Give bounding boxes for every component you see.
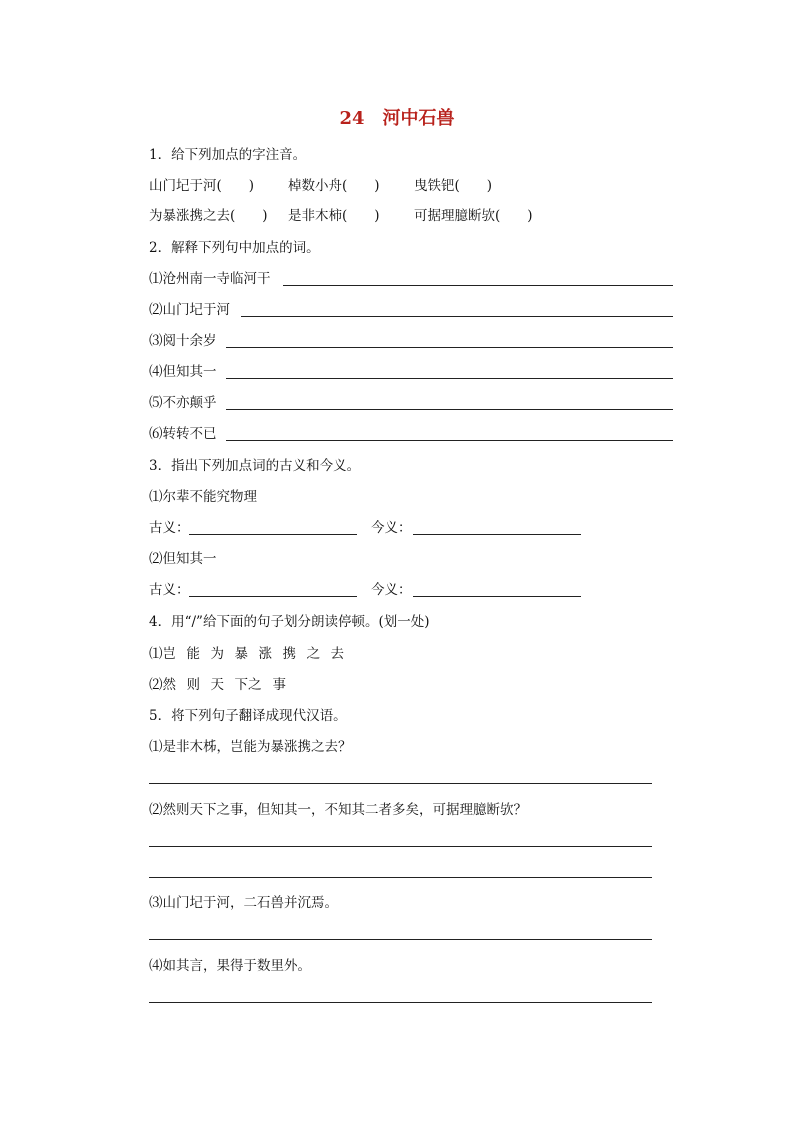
q4-item-prefix: ⑴ bbox=[149, 646, 163, 662]
q4-sentence-1 bbox=[149, 645, 355, 663]
q4-sentence-2 bbox=[149, 676, 297, 694]
q2-item: ⑹转转不已 bbox=[149, 426, 217, 442]
lesson-title: 河中石兽 bbox=[382, 108, 455, 129]
q1-item: 可据理臆断欤( ) bbox=[414, 208, 533, 224]
q4-char: 天 bbox=[210, 677, 224, 693]
q5-item: ⑶山门圮于河，二石兽并沉焉。 bbox=[149, 895, 338, 911]
q3-heading: 3．指出下列加点词的古义和今义。 bbox=[149, 458, 361, 474]
answer-line[interactable] bbox=[149, 846, 652, 847]
answer-line[interactable] bbox=[226, 440, 673, 441]
q1-item: 山门圮于河( ) bbox=[149, 178, 255, 194]
q4-char: 携 bbox=[282, 646, 296, 662]
q2-item: ⑴沧州南一寺临河干 bbox=[149, 271, 271, 287]
q2-item: ⑷但知其一 bbox=[149, 364, 217, 380]
q4-char: 之 bbox=[306, 646, 320, 662]
gu-yi-label: 古义： bbox=[149, 520, 190, 536]
answer-line[interactable] bbox=[189, 534, 357, 535]
answer-line[interactable] bbox=[226, 378, 673, 379]
answer-line[interactable] bbox=[283, 285, 673, 286]
answer-line[interactable] bbox=[241, 316, 673, 317]
answer-line[interactable] bbox=[226, 347, 673, 348]
q4-char: 涨 bbox=[258, 646, 272, 662]
q3-item: ⑵但知其一 bbox=[149, 551, 217, 567]
q1-item: 曳铁钯( ) bbox=[414, 178, 493, 194]
q4-char: 暴 bbox=[234, 646, 248, 662]
q4-char: 则 bbox=[186, 677, 200, 693]
page-title bbox=[0, 104, 794, 130]
q4-char: 去 bbox=[330, 646, 344, 662]
answer-line[interactable] bbox=[149, 939, 652, 940]
q1-heading: 1．给下列加点的字注音。 bbox=[149, 147, 307, 163]
q4-char: 然 bbox=[162, 677, 176, 693]
q4-item-prefix: ⑵ bbox=[149, 677, 163, 693]
q5-item: ⑵然则天下之事，但知其一，不知其二者多矣，可据理臆断欤？ bbox=[149, 802, 527, 818]
answer-line[interactable] bbox=[149, 1002, 652, 1003]
q4-char: 为 bbox=[210, 646, 224, 662]
q2-heading: 2．解释下列句中加点的词。 bbox=[149, 240, 320, 256]
answer-line[interactable] bbox=[226, 409, 673, 410]
q2-item: ⑸不亦颠乎 bbox=[149, 395, 217, 411]
q4-char: 事 bbox=[272, 677, 286, 693]
jin-yi-label: 今义： bbox=[371, 582, 412, 598]
q1-item: 为暴涨携之去( ) bbox=[149, 208, 268, 224]
q4-char: 能 bbox=[186, 646, 200, 662]
answer-line[interactable] bbox=[149, 877, 652, 878]
q4-heading: 4．用“/”给下面的句子划分朗读停顿。(划一处) bbox=[149, 614, 430, 630]
q4-char: 下之 bbox=[234, 677, 262, 693]
answer-line[interactable] bbox=[189, 596, 357, 597]
gu-yi-label: 古义： bbox=[149, 582, 190, 598]
q3-item: ⑴尔辈不能究物理 bbox=[149, 489, 257, 505]
q2-item: ⑶阅十余岁 bbox=[149, 333, 217, 349]
q5-heading: 5．将下列句子翻译成现代汉语。 bbox=[149, 708, 347, 724]
q4-char: 岂 bbox=[162, 646, 176, 662]
q5-item: ⑷如其言，果得于数里外。 bbox=[149, 958, 311, 974]
q5-item: ⑴是非木柹，岂能为暴涨携之去？ bbox=[149, 739, 352, 755]
q1-item: 是非木柿( ) bbox=[288, 208, 380, 224]
answer-line[interactable] bbox=[413, 596, 581, 597]
answer-line[interactable] bbox=[413, 534, 581, 535]
q1-item: 棹数小舟( ) bbox=[288, 178, 380, 194]
jin-yi-label: 今义： bbox=[371, 520, 412, 536]
answer-line[interactable] bbox=[149, 783, 652, 784]
lesson-number: 24 bbox=[339, 108, 365, 129]
q2-item: ⑵山门圮于河 bbox=[149, 302, 230, 318]
